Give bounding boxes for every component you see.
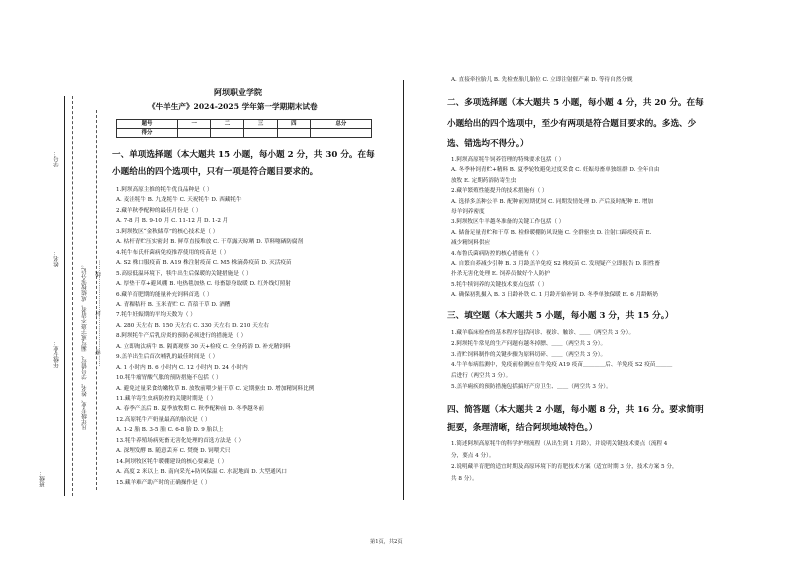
score-cell: 二 [211,120,244,129]
question-line: 分，要点 4 分）。 [451,452,495,459]
question-line: A. 麦洼牦牛 B. 九龙牦牛 C. 天祝牦牛 D. 西藏牦牛 [116,197,242,204]
score-cell: 得分 [117,129,178,138]
question-line: 2.藏羊繁殖性能提升的技术措施有（ ） [451,188,548,195]
seal-notice: 凡年级专业、姓名、学号错写、漏写或字迹不清者，成绩按零分记。 [82,262,88,430]
question-line: 放牧 E. 定期药浴防寄生虫 [451,177,517,184]
score-table [116,119,372,138]
question-line: A. 深埋发酵 B. 随意丢弃 C. 焚烧 D. 饲喂犬只 [116,448,231,455]
question-line: 12.高原牦牛产奶量最高的胎次是（ ） [116,416,211,423]
question-line: 3.阿坝牧区“金秋储草”的核心技术是（ ） [116,228,219,235]
question-line: A. 确保初乳摄入 B. 3 日龄补铁 C. 1 月龄开始补饲 D. 冬季单独保暖 E. 6 月龄断奶 [451,292,658,299]
question-line: 6.藏羊育肥期的能量补充饲料首选（ ） [116,291,213,298]
question-line: 4.牦牛布氏杆菌病免疫推荐使用的疫苗是（ ） [116,249,230,256]
question-line: 14.阿坝牧区牦牛暖棚建设的核心要素是（ ） [116,458,228,465]
question-line: 1.阿坝高原主推的牦牛优良品种是（ ） [116,187,213,193]
question-line: 4.牛羊布病监测中，免疫前检测应在牛免疫 A19 疫苗＿＿＿＿后、羊免疫 S2 疫苗＿＿＿ [451,362,673,369]
section4-title-cont: 扼要，条理清晰，结合阿坝地域特色。） [447,423,598,433]
exam-title: 《牛羊生产》2024-2025 学年第一学期期末试卷 [148,102,318,111]
question-line: A. 自繁自养减少引种 B. 3 月龄羔羊免疫 S2 株疫苗 C. 发现疑产立即报告 D. 阳性畜 [451,261,660,267]
score-table-header-row [117,120,372,129]
question-line: 5.牦牛犊饲养的关键技术要点包括（ ） [451,281,548,288]
question-line: 1.阿坝高原牦牛饲养管理的特殊要求包括（ ） [451,157,565,163]
question-line: 共 8 分）。 [451,475,478,482]
question-line: A. 1-2 胎 B. 3-5 胎 C. 6-8 胎 D. 9 胎以上 [116,427,224,434]
score-cell [310,129,371,138]
question-line: 后进行（两空共 3 分）。 [451,373,512,380]
question-line: 1.藏羊临床检查的基本程序包括问诊、视诊、触诊、＿＿（两空共 3 分）。 [451,330,635,336]
grade-major-label: 年级专业： [54,340,60,368]
question-line: A. 1 小时内 B. 6 小时内 C. 12 小时内 D. 24 小时内 [116,364,248,371]
question-line: A. 避免过量采食幼嫩牧草 B. 放牧前喂少量干草 C. 定期驱虫 D. 增加精饲料比例 [116,385,315,392]
question-line: A. 280 天左右 B. 150 天左右 C. 330 天左右 D. 210 天左右 [116,322,270,329]
q15-options: A. 直接牵拉胎儿 B. 先检查胎儿胎位 C. 立即注射催产素 D. 等待自然分娩 [451,77,633,83]
binding-margin-line [64,96,65,496]
score-cell: 题号 [117,120,178,129]
score-cell [178,129,211,138]
class-label: 班级： [40,470,46,487]
question-line: 11.藏羊寄生虫病防控的关键时期是（ ） [116,396,217,402]
question-line: 2.藏羊秋季配种的最佳月份是（ ） [116,207,202,214]
score-cell [211,129,244,138]
question-line: 10.牦牛瘤胃酸气胀的预防措施不包括（ ） [116,375,222,382]
score-cell [244,129,277,138]
score-cell: 四 [277,120,310,129]
section1-title: 一、单项选择题（本大题共 15 小题，每小题 2 分，共 30 分。在每 [112,150,375,160]
question-line: 9.羔羊出生后首次哺乳的最佳时间是（ ） [116,354,219,361]
page-number: 第1页，共2页 [370,539,403,545]
question-line: 1.简述阿坝高原牦牛的科学护理流程（从出生到 1 月龄），并说明关键技术要点（流程 4 [451,441,668,447]
score-cell: 总分 [310,120,371,129]
question-line: A. 选择多羔种公羊 B. 配种前短期优饲 C. 同期发情处理 D. 产后及时配种 E. 增加 [451,198,654,205]
binding-text: ……密………………封………………线…… [96,260,102,367]
section2-title: 二、多项选择题（本大题共 5 小题，每小题 4 分，共 20 分。在每 [447,98,704,108]
question-line: 3.阿坝牧区牛羊越冬准备的关键工作包括（ ） [451,219,565,226]
section3-title: 三、填空题（本大题共 5 小题，每小题 3 分，共 15 分。） [447,311,674,321]
question-line: A. 立即淘汰病牛 B. 隔离观察 30 天+检疫 C. 全身药浴 D. 补充精饲料 [116,343,291,350]
question-line: 5.高原低温环境下，犊牛出生后保暖的关键措施是（ ） [116,270,252,277]
score-table-score-row [117,129,372,138]
section2-title-cont2: 选、错选均不得分。） [447,139,529,149]
score-cell [277,129,310,138]
question-line: A. 厚垫干草+避风棚 B. 电热毯加热 C. 母畜舔身取暖 D. 红外线灯照射 [116,281,292,288]
score-cell: 一 [178,120,211,129]
question-line: 2.阿坝牦牛常见的生产问题有越冬掉膘、＿＿（两空共 3 分）。 [451,340,607,347]
question-line: A. 高度 2 米以上 B. 南向采光+防风保温 C. 水泥地面 D. 大型通风口 [116,469,287,476]
question-line: 减少精饲料供应 [451,240,491,247]
question-line: 2.说明藏羊育肥的适宜时期及高原环境下的育肥技术方案（适宜时期 3 分，技术方案 5 分， [451,464,678,471]
question-line: 8.阿坝牦牛产后乳房炎的预防必须进行的措施是（ ） [116,333,247,340]
question-line: 母羊饲养密度 [451,209,485,215]
seal-dash-line-outer [72,96,73,496]
column-divider [403,80,404,500]
question-line: A. 春季产羔后 B. 夏季放牧期 C. 秋季配种前 D. 冬季越冬前 [116,406,264,413]
question-line: 扑杀无害化处理 E. 饲养员做好个人防护 [451,271,550,278]
question-line: A. 枯杆青贮压实密封 B. 鲜草直接堆放 C. 干草露天晾晒 D. 草料噻硒防腐剂 [116,239,304,246]
question-line: 7.牦牛妊娠期的平均天数为（ ） [116,312,196,319]
question-line: 15.藏羊难产助产时的正确操作是（ ） [116,479,211,486]
section1-title-cont: 小题给出的四个选项中，只有一项是符合题目要求的。 [112,167,319,177]
question-line: 3.青贮饲料制作的关键步骤为原料切碎、＿＿（两空共 3 分）。 [451,351,607,358]
question-line: A. S2 株口服疫苗 B. A19 株注射疫苗 C. M5 株滴鼻疫苗 D. 灭活疫苗 [116,260,292,267]
question-line: 13.牦牛养殖场病死畜无害化处理的首选方法是（ ） [116,437,245,444]
section2-title-cont: 小题给出的四个选项中，至少有两项是符合题目要求的。多选、少 [447,119,697,129]
student-id-label: 学号： [54,150,60,167]
question-line: 5.羔羊痢疾的预防措施包括搞好产房卫生、＿＿（两空共 3 分）。 [451,384,612,390]
question-line: A. 储备足量青贮和干草 B. 检修暖棚防风设施 C. 全群驱虫 D. 注射口蹄疫疫苗 E. [451,229,652,236]
question-line: A. 青稞秸秆 B. 玉米青贮 C. 苜蓿干草 D. 酒糟 [116,301,231,308]
school-name: 阿坝职业学院 [214,87,262,97]
question-line: A. 7-8 月 B. 9-10 月 C. 11-12 月 D. 1-2 月 [116,218,229,225]
question-line: A. 冬季补饲青贮+精料 B. 夏季轮牧避免过度采食 C. 妊娠母畜单独组群 D. 全年自由 [451,167,660,174]
section4-title: 四、简答题（本大题共 2 小题，每小题 8 分，共 16 分。要求简明 [447,405,704,415]
name-label: 姓名： [54,250,60,267]
question-line: 4.布鲁氏菌病防控的核心措施有（ ） [451,250,543,257]
score-cell: 三 [244,120,277,129]
